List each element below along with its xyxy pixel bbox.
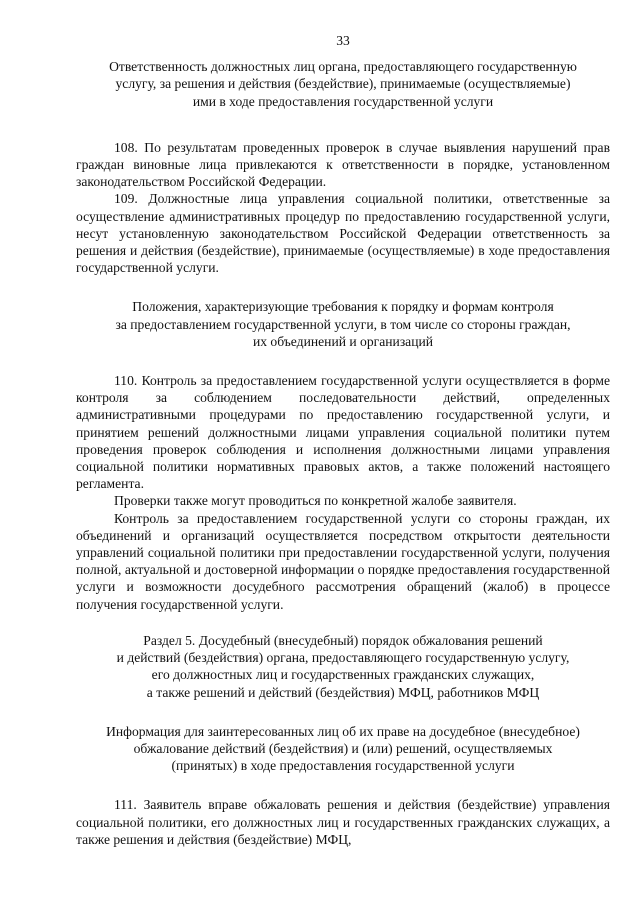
heading-line: Ответственность должностных лиц органа, предоставляющего государственную (109, 59, 577, 75)
heading-line: услугу, за решения и действия (бездействие), принимаемые (осуществляемые) (115, 76, 571, 92)
heading-line: и действий (бездействия) органа, предоставляющего государственную услугу, (116, 650, 570, 666)
heading-line: ими в ходе предоставления государственной услуги (192, 93, 494, 109)
heading-line: его должностных лиц и государственных гражданских служащих, (151, 667, 535, 683)
paragraph-110-checks: Проверки также могут проводиться по конкретной жалобе заявителя. (114, 493, 517, 509)
document-page (76, 32, 610, 848)
spacer (76, 701, 610, 723)
paragraph-109: 109. Должностные лица управления социальной политики, ответственные за осуществление административных процедур по предоставлению государственной услуги, несут установленную законодательством Российской Федерации ответственность за решения и действия (бездействие), принимаемые (осуществляемые) в ходе предоставления государственной услуги. (76, 191, 610, 276)
heading-line: их объединений и организаций (252, 333, 434, 349)
heading-line: обжалование действий (бездействия) и (или) решений, осуществляемых (133, 740, 553, 756)
spacer (76, 350, 610, 372)
heading-control (76, 298, 610, 350)
heading-line: Раздел 5. Досудебный (внесудебный) порядок обжалования решений (143, 632, 543, 648)
paragraph-110-citizens: Контроль за предоставлением государственной услуги со стороны граждан, их объединений и организаций осуществляется посредством открытости деятельности управлений социальной политики при предоставлении государственной услуги, получения полной, актуальной и достоверной информации о порядке предоставления государственной услуги и возможности досудебного рассмотрения обращений (жалоб) в процессе получения государственной услуги. (76, 510, 610, 612)
paragraph-110: 110. Контроль за предоставлением государственной услуги осуществляется в форме контроля за соблюдением последовательности действий, определенных административными процедурами по предоставлению государственной услуги, и принятием решений должностными лицами управления социальной политики путем проведения проверок соблюдения и исполнения должностными лицами управления социальной политики нормативных правовых актов, а также положений настоящего регламента. (76, 373, 610, 492)
spacer (76, 276, 610, 298)
paragraph-108: 108. По результатам проведенных проверок в случае выявления нарушений прав граждан виновные лица привлекаются к ответственности в порядке, установленном законодательством Российской Федерации. (76, 139, 610, 190)
heading-info (76, 723, 610, 775)
spacer (76, 774, 610, 796)
paragraph-111: 111. Заявитель вправе обжаловать решения и действия (бездействие) управления социальной политики, его должностных лиц и государственных гражданских служащих, а также решения и действия (бездействие) МФЦ, (76, 797, 610, 847)
heading-line: а также решений и действий (бездействия) МФЦ, работников МФЦ (146, 684, 540, 700)
heading-line: (принятых) в ходе предоставления государственной услуги (171, 758, 515, 774)
heading-section-5 (76, 632, 610, 701)
heading-line: Положения, характеризующие требования к порядку и формам контроля (132, 299, 554, 315)
spacer (76, 613, 610, 632)
heading-responsibility (76, 58, 610, 110)
page-number: 33 (336, 33, 350, 48)
spacer (76, 110, 610, 139)
heading-line: за предоставлением государственной услуги, в том числе со стороны граждан, (115, 316, 571, 332)
heading-line: Информация для заинтересованных лиц об их праве на досудебное (внесудебное) (106, 723, 580, 739)
